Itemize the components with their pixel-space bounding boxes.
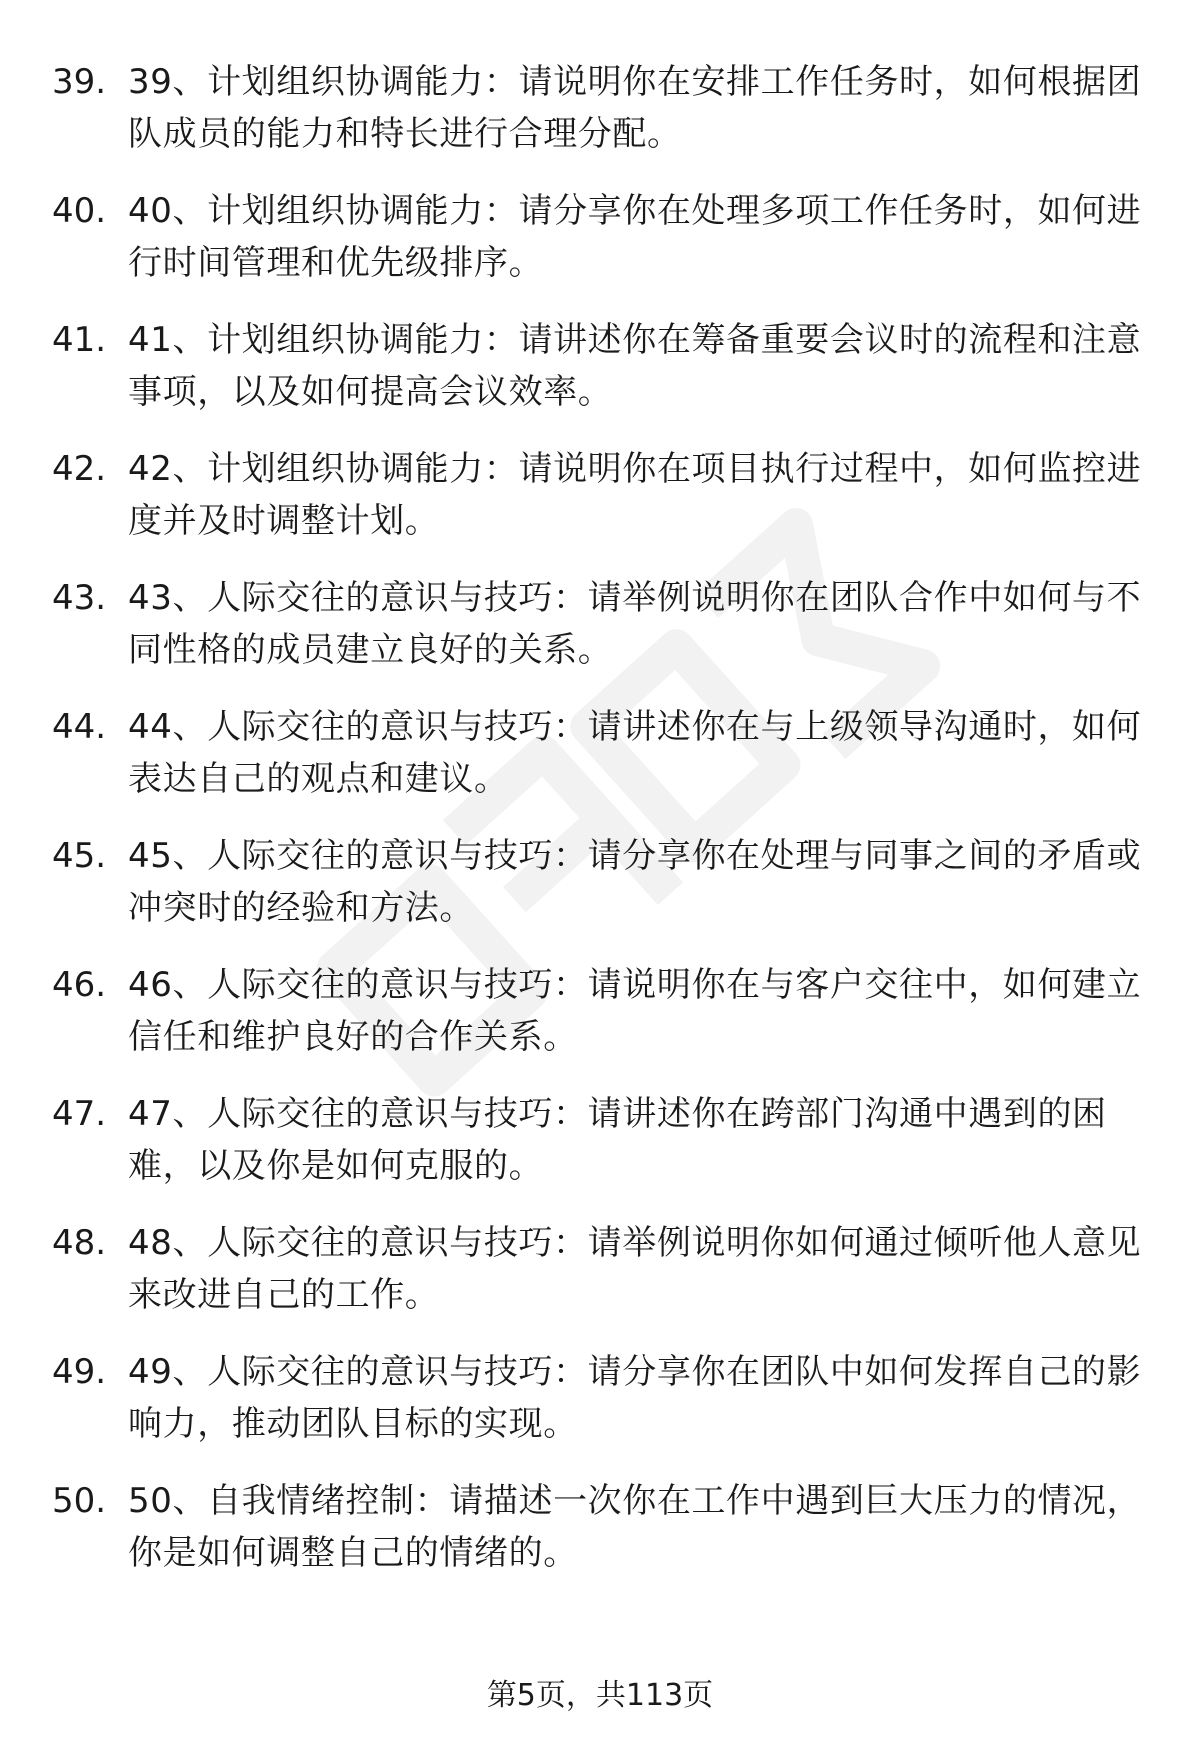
list-item	[0, 185, 1200, 314]
item-text: 48、人际交往的意识与技巧：请举例说明你如何通过倾听他人意见来改进自己的工作。	[128, 1223, 1142, 1315]
item-text: 47、人际交往的意识与技巧：请讲述你在跨部门沟通中遇到的困难，以及你是如何克服的。	[128, 1094, 1107, 1186]
item-number: 41.	[52, 320, 107, 360]
list-item	[0, 959, 1200, 1088]
list-item	[0, 1346, 1200, 1475]
list-item	[0, 443, 1200, 572]
item-text: 50、自我情绪控制：请描述一次你在工作中遇到巨大压力的情况，你是如何调整自己的情绪的。	[128, 1481, 1142, 1573]
item-number: 40.	[52, 191, 107, 231]
item-number: 50.	[52, 1481, 107, 1521]
page-number-footer: 第5页，共113页	[486, 1678, 714, 1713]
item-text: 41、计划组织协调能力：请讲述你在筹备重要会议时的流程和注意事项，以及如何提高会议效率。	[128, 320, 1142, 412]
question-list	[0, 56, 1200, 1604]
item-number: 46.	[52, 965, 107, 1005]
item-number: 39.	[52, 62, 107, 102]
item-number: 42.	[52, 449, 107, 489]
item-number: 49.	[52, 1352, 107, 1392]
item-text: 44、人际交往的意识与技巧：请讲述你在与上级领导沟通时，如何表达自己的观点和建议。	[128, 707, 1142, 799]
list-item	[0, 701, 1200, 830]
item-text: 42、计划组织协调能力：请说明你在项目执行过程中，如何监控进度并及时调整计划。	[128, 449, 1142, 541]
list-item	[0, 56, 1200, 185]
item-number: 43.	[52, 578, 107, 618]
list-item	[0, 1088, 1200, 1217]
item-number: 47.	[52, 1094, 107, 1134]
item-text: 45、人际交往的意识与技巧：请分享你在处理与同事之间的矛盾或冲突时的经验和方法。	[128, 836, 1142, 928]
list-item	[0, 1217, 1200, 1346]
list-item	[0, 830, 1200, 959]
item-text: 39、计划组织协调能力：请说明你在安排工作任务时，如何根据团队成员的能力和特长进行合理分配。	[128, 62, 1142, 154]
item-text: 40、计划组织协调能力：请分享你在处理多项工作任务时，如何进行时间管理和优先级排序。	[128, 191, 1142, 283]
item-number: 48.	[52, 1223, 107, 1263]
item-text: 46、人际交往的意识与技巧：请说明你在与客户交往中，如何建立信任和维护良好的合作关系。	[128, 965, 1142, 1057]
list-item	[0, 314, 1200, 443]
list-item	[0, 572, 1200, 701]
list-item	[0, 1475, 1200, 1604]
item-number: 44.	[52, 707, 107, 747]
item-text: 43、人际交往的意识与技巧：请举例说明你在团队合作中如何与不同性格的成员建立良好的关系。	[128, 578, 1142, 670]
item-text: 49、人际交往的意识与技巧：请分享你在团队中如何发挥自己的影响力，推动团队目标的实现。	[128, 1352, 1142, 1444]
item-number: 45.	[52, 836, 107, 876]
